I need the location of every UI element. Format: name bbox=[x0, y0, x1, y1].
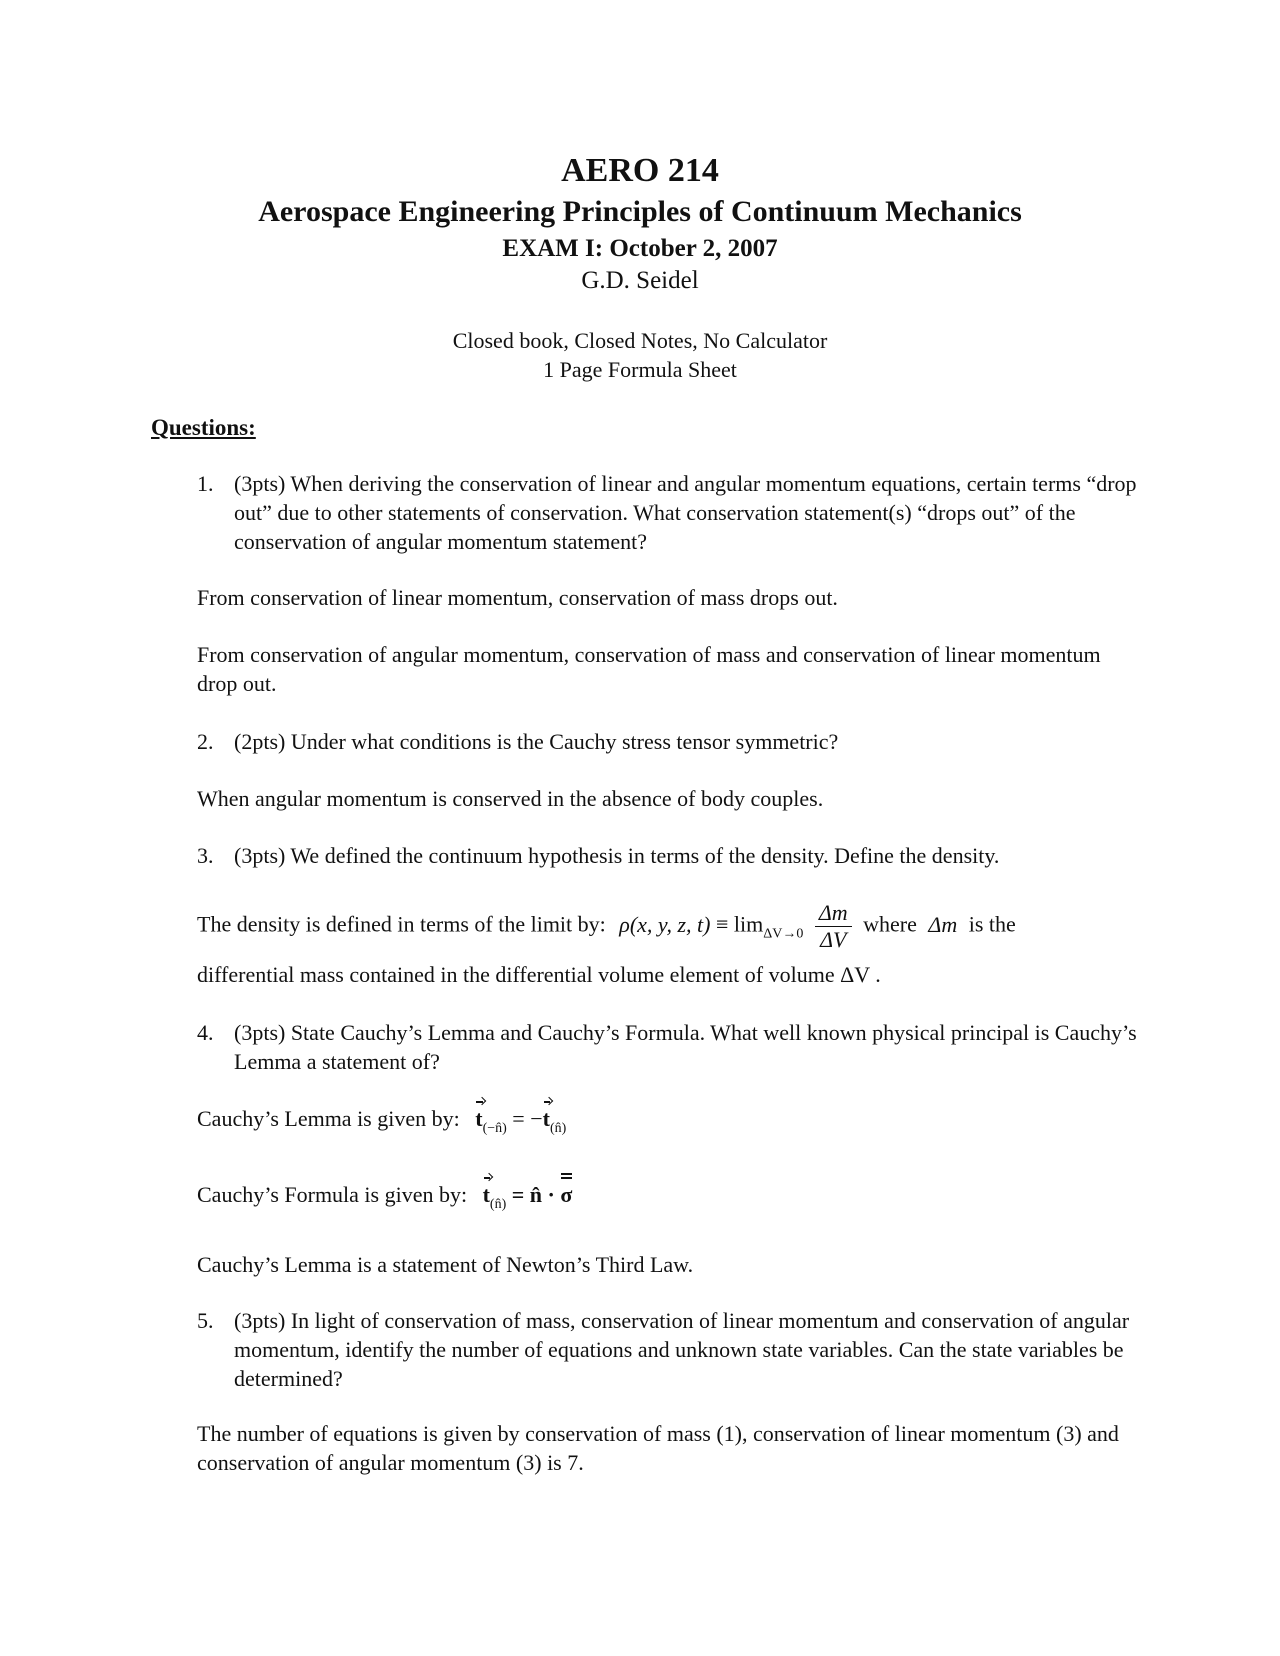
answer-4: Cauchy’s Lemma is a statement of Newton’s Third Law. bbox=[197, 1252, 694, 1277]
question-number: 4. bbox=[197, 1020, 214, 1045]
stress-tensor: σ bbox=[560, 1182, 573, 1207]
cauchy-lemma bbox=[197, 1104, 566, 1143]
delta-m-over-delta-v bbox=[815, 900, 852, 953]
limit-operator: ≡ lim bbox=[715, 911, 764, 937]
lemma-subscript-left: (−n̂) bbox=[482, 1121, 507, 1136]
where-text: where bbox=[863, 911, 917, 937]
exam-rules-line-1: Closed book, Closed Notes, No Calculator bbox=[452, 328, 828, 353]
question-5 bbox=[197, 1306, 1157, 1393]
exam-date: EXAM I: October 2, 2007 bbox=[502, 235, 778, 262]
answer-5: The number of equations is given by conservation of mass (1), conservation of linear momentum (3) and conservation of angular momentum (3) is 7. bbox=[197, 1421, 1119, 1475]
cauchy-formula bbox=[197, 1180, 572, 1219]
is-the-text: is the bbox=[968, 911, 1016, 937]
question-1 bbox=[197, 469, 1157, 556]
question-2 bbox=[197, 727, 1157, 756]
question-number: 3. bbox=[197, 843, 214, 868]
lemma-equals: = − bbox=[506, 1106, 543, 1131]
course-code: AERO 214 bbox=[561, 152, 719, 189]
question-4 bbox=[197, 1018, 1157, 1076]
traction-vector: t bbox=[482, 1182, 490, 1207]
lemma-subscript-right: (n̂) bbox=[549, 1121, 567, 1136]
course-title: Aerospace Engineering Principles of Continuum Mechanics bbox=[258, 195, 1022, 228]
traction-vector: t bbox=[542, 1106, 550, 1131]
question-text: (3pts) State Cauchy’s Lemma and Cauchy’s Formula. What well known physical principal is Cauchy’s Lemma a statement of? bbox=[234, 1020, 1137, 1074]
traction-vector: t bbox=[475, 1106, 483, 1131]
formula-label: Cauchy’s Formula is given by: bbox=[197, 1182, 468, 1207]
fraction-denominator: ΔV bbox=[820, 927, 847, 952]
question-text: (2pts) Under what conditions is the Cauchy stress tensor symmetric? bbox=[234, 729, 839, 754]
questions-heading: Questions: bbox=[151, 415, 256, 440]
question-number: 2. bbox=[197, 729, 214, 754]
formula-subscript: (n̂) bbox=[489, 1197, 507, 1212]
density-definition bbox=[197, 900, 1016, 953]
answer-2: When angular momentum is conserved in the absence of body couples. bbox=[197, 786, 824, 811]
fraction-numerator: Δm bbox=[815, 900, 852, 927]
answer-1a: From conservation of linear momentum, conservation of mass drops out. bbox=[197, 585, 838, 610]
answer-prefix: The density is defined in terms of the limit by: bbox=[197, 911, 606, 937]
lemma-label: Cauchy’s Lemma is given by: bbox=[197, 1106, 460, 1131]
limit-subscript: ΔV→0 bbox=[763, 926, 804, 942]
question-text: (3pts) In light of conservation of mass, conservation of linear momentum and conservation of angular momentum, identify the number of equations and unknown state variables. Can the state variables be determined? bbox=[234, 1308, 1130, 1391]
question-3 bbox=[197, 841, 1157, 870]
delta-m: Δm bbox=[928, 911, 958, 937]
question-text: (3pts) When deriving the conservation of linear and angular momentum equations, certain terms “drop out” due to other statements of conservation. What conservation statement(s) “drops out” of the conservation of angular momentum statement? bbox=[234, 471, 1137, 554]
instructor-name: G.D. Seidel bbox=[581, 267, 699, 294]
question-number: 5. bbox=[197, 1308, 214, 1333]
answer-1b: From conservation of angular momentum, conservation of mass and conservation of linear momentum drop out. bbox=[197, 642, 1101, 696]
question-number: 1. bbox=[197, 471, 214, 496]
formula-rhs: = n̂ · bbox=[506, 1182, 561, 1207]
rho-expression: ρ(x, y, z, t) bbox=[619, 911, 711, 937]
exam-rules-line-2: 1 Page Formula Sheet bbox=[543, 357, 737, 382]
density-definition-line-2: differential mass contained in the differential volume element of volume ΔV . bbox=[197, 962, 881, 987]
question-text: (3pts) We defined the continuum hypothesis in terms of the density. Define the density. bbox=[234, 843, 1000, 868]
